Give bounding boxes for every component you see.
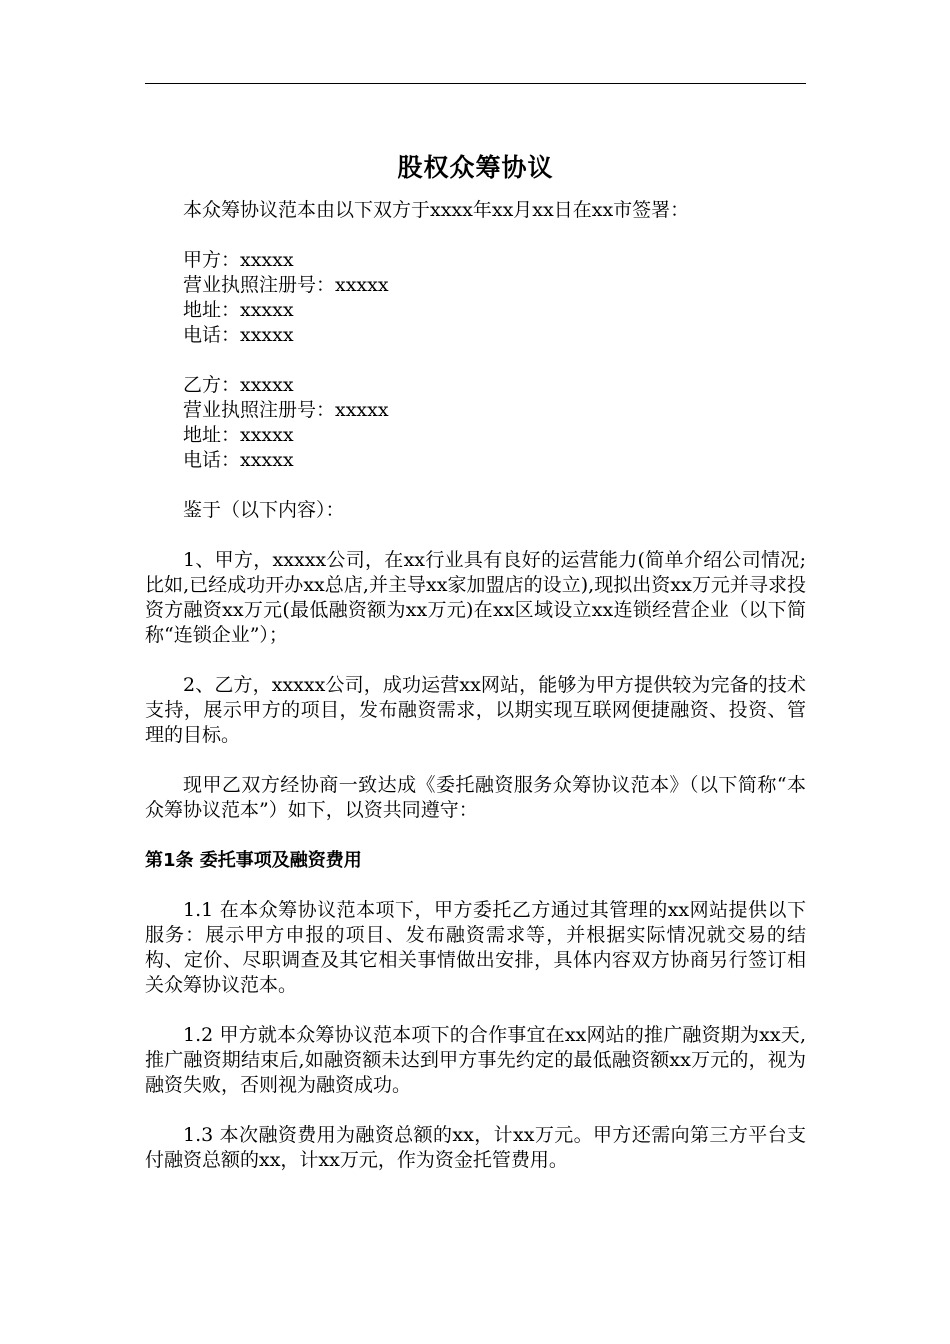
clause-1-3-paragraph: 1.3 本次融资费用为融资总额的xx，计xx万元。甲方还需向第三方平台支付融资总额的xx，计xx万元，作为资金托管费用。 bbox=[145, 1124, 806, 1171]
party-a-license: 营业执照注册号：xxxxx bbox=[183, 274, 389, 296]
document-body bbox=[145, 148, 806, 1173]
recital-1-paragraph: 1、甲方，xxxxx公司，在xx行业具有良好的运营能力(简单介绍公司情况;比如,已经成功开办xx总店,并主导xx家加盟店的设立),现拟出资xx万元并寻求投资方融资xx万元(最低融资额为xx万元)在xx区域设立xx连锁经营企业（以下简称“连锁企业”）； bbox=[145, 549, 806, 646]
party-b-address: 地址：xxxxx bbox=[183, 424, 294, 446]
party-b-block bbox=[145, 373, 806, 473]
party-a-name: 甲方：xxxxx bbox=[183, 249, 294, 271]
header-rule bbox=[145, 83, 806, 84]
document-title: 股权众筹协议 bbox=[397, 153, 554, 182]
party-b-phone: 电话：xxxxx bbox=[183, 449, 294, 471]
party-a-phone: 电话：xxxxx bbox=[183, 324, 294, 346]
article-1-heading: 第1条 委托事项及融资费用 bbox=[145, 850, 362, 871]
party-a-address: 地址：xxxxx bbox=[183, 299, 294, 321]
party-b-license: 营业执照注册号：xxxxx bbox=[183, 399, 389, 421]
clause-1-1-paragraph: 1.1 在本众筹协议范本项下，甲方委托乙方通过其管理的xx网站提供以下服务：展示甲方申报的项目、发布融资需求等，并根据实际情况就交易的结构、定价、尽职调查及其它相关事情做出安排，具体内容双方协商另行签订相关众筹协议范本。 bbox=[145, 899, 806, 996]
clause-1-2-paragraph: 1.2 甲方就本众筹协议范本项下的合作事宜在xx网站的推广融资期为xx天,推广融资期结束后,如融资额未达到甲方事先约定的最低融资额xx万元的，视为融资失败，否则视为融资成功。 bbox=[145, 1024, 806, 1096]
agreement-statement-paragraph: 现甲乙双方经协商一致达成《委托融资服务众筹协议范本》（以下简称“本众筹协议范本”）如下，以资共同遵守： bbox=[145, 774, 806, 821]
whereas-paragraph: 鉴于（以下内容）： bbox=[183, 499, 345, 521]
recital-2-paragraph: 2、乙方，xxxxx公司，成功运营xx网站，能够为甲方提供较为完备的技术支持，展示甲方的项目，发布融资需求，以期实现互联网便捷融资、投资、管理的目标。 bbox=[145, 674, 806, 746]
intro-paragraph: 本众筹协议范本由以下双方于xxxx年xx月xx日在xx市签署： bbox=[183, 199, 690, 221]
party-b-name: 乙方：xxxxx bbox=[183, 374, 294, 396]
party-a-block bbox=[145, 248, 806, 348]
